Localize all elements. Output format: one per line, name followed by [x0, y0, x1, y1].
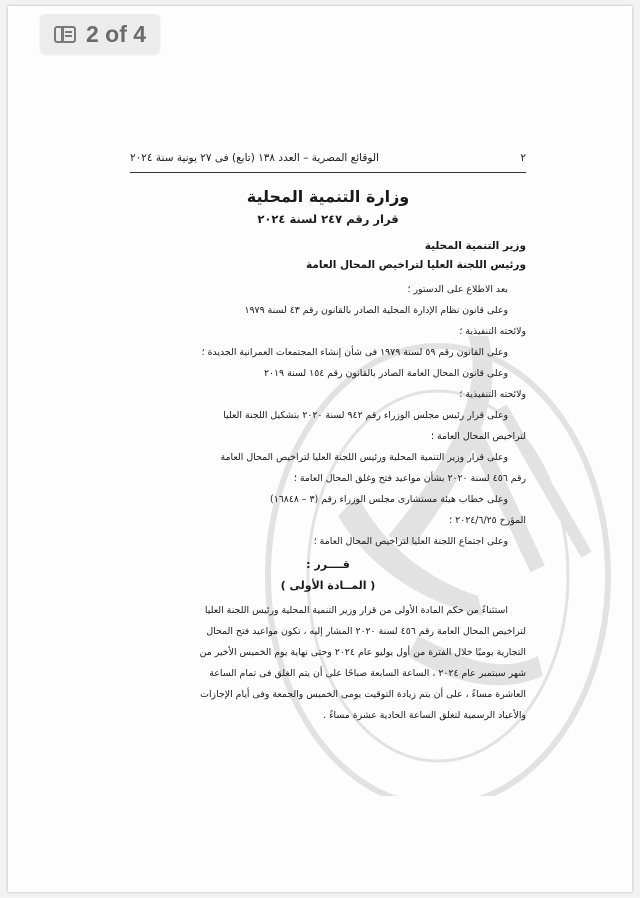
decree-document: [130, 148, 526, 726]
decree-title: قرار رقم ٢٤٧ لسنة ٢٠٢٤: [257, 212, 399, 226]
preamble-line: رقم ٤٥٦ لسنة ٢٠٢٠ بشأن مواعيد فتح وغلق المحال العامة ؛: [293, 473, 526, 484]
preamble-line: وعلى قرار وزير التنمية المحلية ورئيس اللجنة العليا لتراخيص المحال العامة: [220, 452, 508, 463]
preamble-line: وعلى قانون نظام الإدارة المحلية الصادر بالقانون رقم ٤٣ لسنة ١٩٧٩: [244, 305, 508, 316]
gazette-header: [130, 148, 526, 173]
gazette-issue: الوقائع المصرية – العدد ١٣٨ (تابع) فى ٢٧ يونية سنة ٢٠٢٤: [130, 152, 379, 164]
preamble-line: وعلى قانون المحال العامة الصادر بالقانون رقم ١٥٤ لسنة ٢٠١٩: [263, 368, 508, 379]
preamble-line: وعلى القانون رقم ٥٩ لسنة ١٩٧٩ فى شأن إنشاء المجتمعات العمرانية الجديدة ؛: [201, 347, 508, 358]
preamble-line: ولائحته التنفيذية ؛: [459, 326, 526, 337]
preamble-line: ولائحته التنفيذية ؛: [459, 389, 526, 400]
page-indicator[interactable]: [40, 14, 160, 54]
page-number: ٢: [520, 152, 526, 164]
article-line: التجارية يوميًا خلال الفترة من أول يوليو عام ٢٠٢٤ وحتى نهاية يوم الخميس الأخير من: [199, 647, 526, 658]
preamble-line: المؤرخ ٢٠٢٤/٦/٢٥ ؛: [449, 515, 526, 526]
official-title: وزير التنمية المحلية: [424, 240, 526, 252]
preamble-line: بعد الاطلاع على الدستور ؛: [407, 284, 508, 295]
ministry-title: وزارة التنمية المحلية: [246, 187, 410, 206]
decides-heading: قــــرر :: [306, 558, 350, 571]
preamble-line: وعلى اجتماع اللجنة العليا لتراخيص المحال العامة ؛: [313, 536, 508, 547]
article-title: ( المــادة الأولى ): [280, 579, 376, 592]
page-indicator-label: 2 of 4: [86, 20, 147, 47]
preamble-line: وعلى قرار رئيس مجلس الوزراء رقم ٩٤٢ لسنة ٢٠٢٠ بتشكيل اللجنة العليا: [223, 410, 508, 421]
article-line: شهر سبتمبر عام ٢٠٢٤ ، الساعة السابعة صباحًا على أن يتم الغلق فى تمام الساعة: [209, 668, 526, 679]
article-line: العاشرة مساءً ، على أن يتم زيادة التوقيت يومى الخميس والجمعة وفى أيام الإجازات: [200, 689, 526, 700]
sidebar-pages-icon[interactable]: [54, 26, 76, 43]
preamble-line: وعلى خطاب هيئة مستشارى مجلس الوزراء رقم (٣ – ١٦٨٤٨): [270, 494, 508, 505]
official-title-2: ورئيس اللجنة العليا لتراخيص المحال العامة: [306, 259, 526, 271]
article-line: لتراخيص المحال العامة رقم ٤٥٦ لسنة ٢٠٢٠ المشار إليه ، تكون مواعيد فتح المحال: [206, 626, 526, 637]
article-line: والأعياد الرسمية لتغلق الساعة الحادية عشرة مساءً .: [323, 710, 526, 721]
article-line: استثناءً من حكم المادة الأولى من قرار وزير التنمية المحلية ورئيس اللجنة العليا: [204, 605, 508, 616]
document-page: [8, 6, 632, 892]
preamble-line: لتراخيص المحال العامة ؛: [431, 431, 526, 442]
